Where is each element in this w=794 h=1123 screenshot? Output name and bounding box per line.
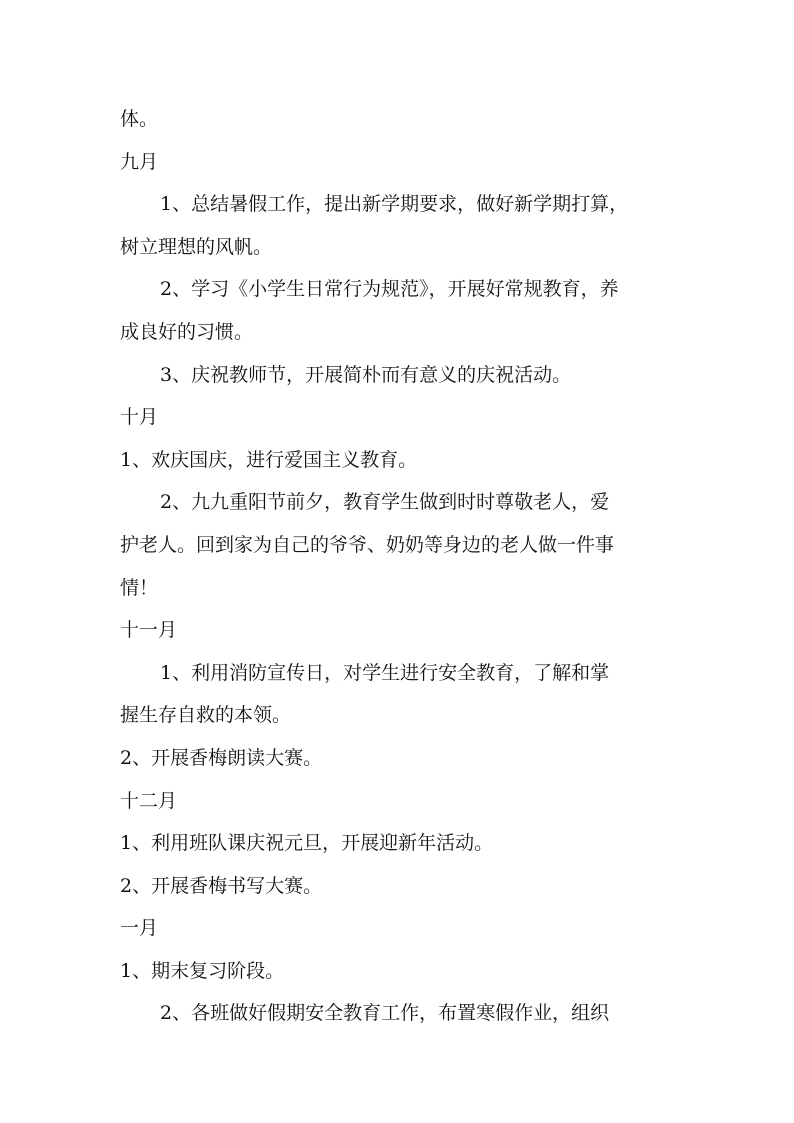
text-line: 2、开展香梅朗读大赛。 <box>120 746 323 769</box>
text-line: 握生存自救的本领。 <box>120 704 292 727</box>
text-line: 十二月 <box>120 789 178 812</box>
text-line: 一月 <box>120 917 159 940</box>
text-line: 成良好的习惯。 <box>120 320 254 343</box>
text-line: 树立理想的风帆。 <box>120 235 273 258</box>
text-line: 体。 <box>120 108 159 130</box>
text-line: 十月 <box>120 406 159 429</box>
text-line: 2、开展香梅书写大赛。 <box>120 874 323 897</box>
document-body <box>120 98 680 1035</box>
text-line: 1、利用班队课庆祝元旦，开展迎新年活动。 <box>120 832 494 855</box>
text-line: 3、庆祝教师节，开展简朴而有意义的庆祝活动。 <box>160 363 572 386</box>
text-line: 1、欢庆国庆，进行爱国主义教育。 <box>120 448 418 471</box>
text-line: 九月 <box>120 150 159 173</box>
text-line: 1、利用消防宣传日，对学生进行安全教育，了解和掌 <box>160 661 610 684</box>
text-line: 护老人。回到家为自己的爷爷、奶奶等身边的老人做一件事 <box>120 533 615 556</box>
text-line: 情！ <box>120 576 159 599</box>
text-line: 2、九九重阳节前夕，教育学生做到时时尊敬老人，爱 <box>160 491 610 514</box>
text-line: 2、各班做好假期安全教育工作，布置寒假作业，组织 <box>160 1002 610 1025</box>
text-line: 2、学习《小学生日常行为规范》，开展好常规教育，养 <box>160 278 619 301</box>
text-line: 1、总结暑假工作，提出新学期要求，做好新学期打算， <box>160 193 629 216</box>
text-line: 十一月 <box>120 619 178 642</box>
text-line: 1、期末复习阶段。 <box>120 959 285 982</box>
